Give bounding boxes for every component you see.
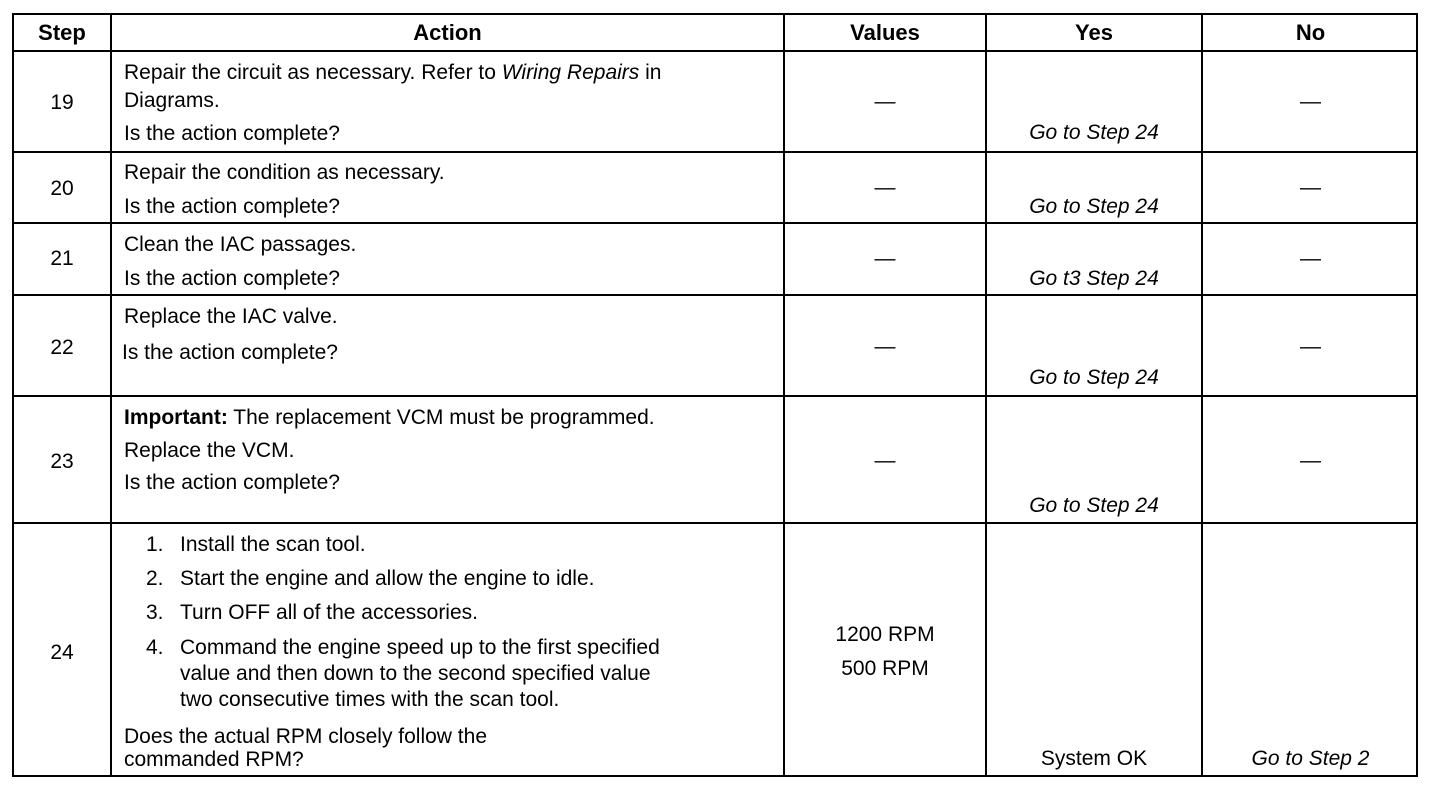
no-cell: — xyxy=(1300,90,1321,113)
values-cell: 1200 RPM xyxy=(835,623,935,646)
list-item-number: 1. xyxy=(146,533,164,556)
step-number: 23 xyxy=(50,450,74,473)
header-action: Action xyxy=(413,20,482,45)
no-cell: — xyxy=(1300,449,1321,472)
header-no: No xyxy=(1295,20,1326,45)
action-text: Repair the circuit as necessary. Refer to Wiring Repairs in xyxy=(124,61,662,84)
yes-cell: Go to Step 24 xyxy=(1029,121,1159,144)
step-number: 22 xyxy=(50,336,74,359)
step-number: 21 xyxy=(50,247,74,270)
values-cell: 500 RPM xyxy=(841,657,929,680)
action-question: Does the actual RPM closely follow the xyxy=(124,725,487,748)
header-values: Values xyxy=(850,20,920,45)
list-item: Command the engine speed up to the first specified xyxy=(180,636,660,659)
row-divider xyxy=(14,50,1416,52)
action-question: commanded RPM? xyxy=(124,748,304,771)
row-divider xyxy=(14,522,1416,524)
values-cell: — xyxy=(874,176,896,199)
important-note: Important: The replacement VCM must be programmed. xyxy=(124,406,655,429)
action-question: Is the action complete? xyxy=(124,267,340,290)
list-item-number: 2. xyxy=(146,567,164,590)
action-text: Diagrams. xyxy=(124,89,220,112)
no-cell: — xyxy=(1300,176,1321,199)
action-question: Is the action complete? xyxy=(124,195,340,218)
action-text: Replace the VCM. xyxy=(124,439,295,462)
values-cell: — xyxy=(874,247,896,270)
yes-cell: Go to Step 24 xyxy=(1029,366,1159,389)
row-divider xyxy=(14,395,1416,397)
list-item-number: 3. xyxy=(146,601,164,624)
action-text: Repair the condition as necessary. xyxy=(124,161,445,184)
no-cell: — xyxy=(1300,247,1321,270)
header-yes: Yes xyxy=(1075,20,1113,45)
list-item: value and then down to the second specified value xyxy=(180,662,651,685)
header-step: Step xyxy=(38,20,86,45)
values-cell: — xyxy=(874,90,896,113)
action-question: Is the action complete? xyxy=(124,471,340,494)
values-cell: — xyxy=(874,335,896,358)
list-item-number: 4. xyxy=(146,636,164,659)
list-item: Start the engine and allow the engine to idle. xyxy=(180,567,595,590)
yes-cell: Go to Step 24 xyxy=(1029,494,1159,517)
row-divider xyxy=(14,222,1416,224)
list-item: two consecutive times with the scan tool. xyxy=(180,688,560,711)
yes-cell: Go t3 Step 24 xyxy=(1029,267,1159,290)
row-divider xyxy=(14,151,1416,153)
diagnostic-table xyxy=(12,13,1418,777)
step-number: 24 xyxy=(50,641,74,664)
yes-cell: Go to Step 24 xyxy=(1029,195,1159,218)
no-cell: — xyxy=(1300,335,1321,358)
action-question: Is the action complete? xyxy=(124,122,340,145)
row-divider xyxy=(14,294,1416,296)
yes-cell: System OK xyxy=(1040,747,1148,770)
step-number: 19 xyxy=(50,91,74,114)
action-text: Clean the IAC passages. xyxy=(124,233,357,256)
list-item: Install the scan tool. xyxy=(180,533,366,556)
action-question: Is the action complete? xyxy=(122,341,338,364)
action-text: Replace the IAC valve. xyxy=(124,305,338,328)
no-cell: Go to Step 2 xyxy=(1251,747,1370,770)
values-cell: — xyxy=(874,449,896,472)
step-number: 20 xyxy=(50,177,74,200)
list-item: Turn OFF all of the accessories. xyxy=(180,601,478,624)
